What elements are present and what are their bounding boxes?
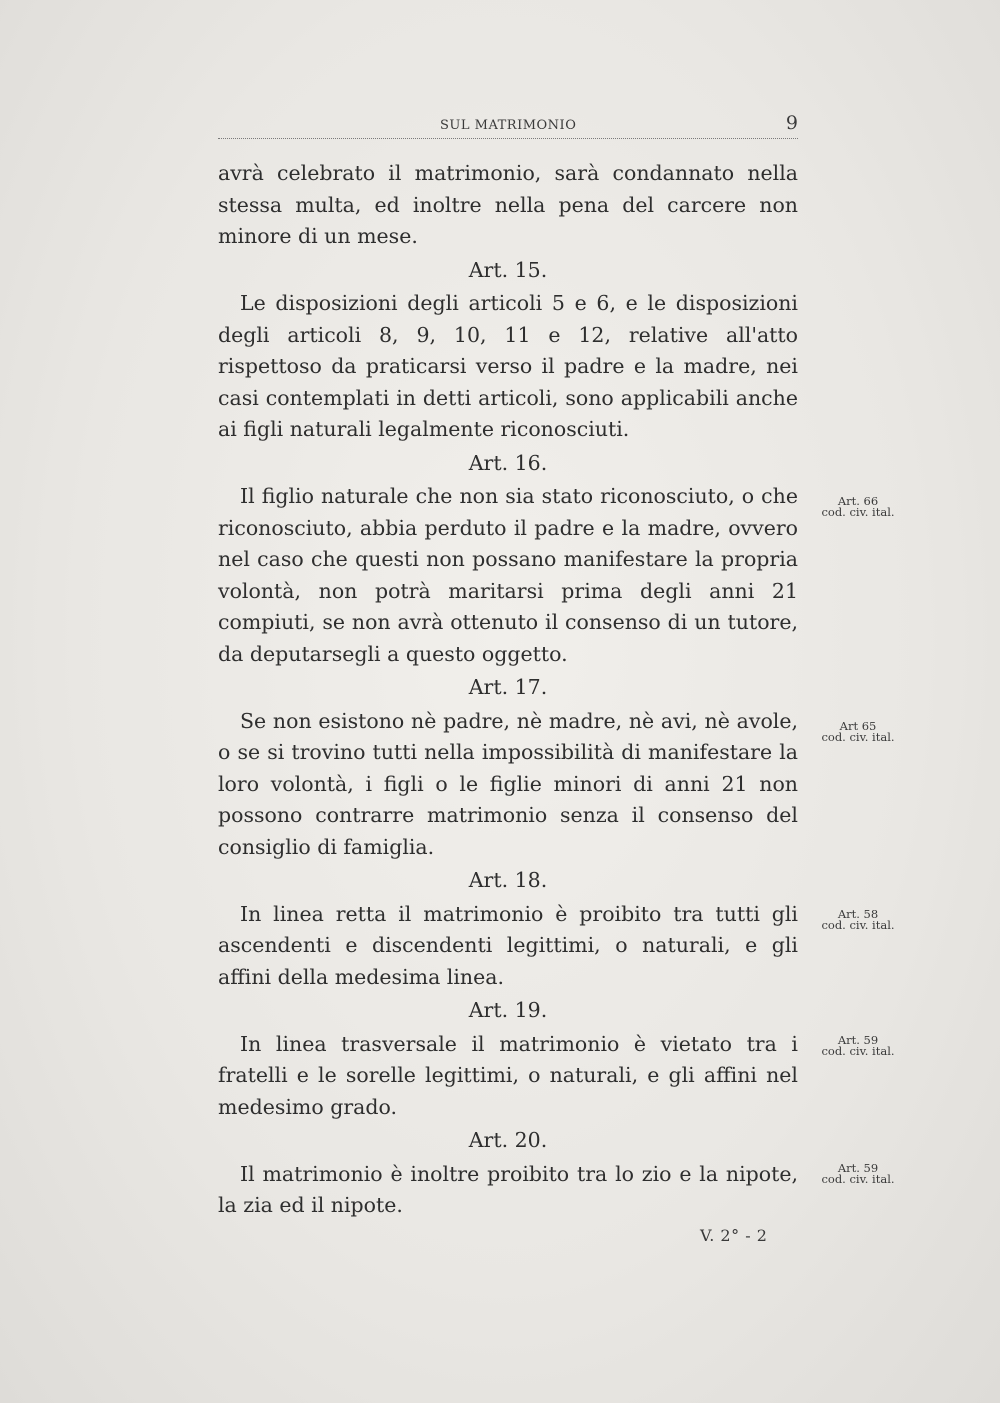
running-head: SUL MATRIMONIO <box>440 118 577 133</box>
article-18-text: In linea retta il matrimonio è proibito tra tutti gli ascendenti e discendenti legittimi, o naturali, e gli affini della medesima linea. <box>218 901 798 989</box>
margin-note-art-17 <box>808 721 908 743</box>
article-20-text: Il matrimonio è inoltre proibito tra lo zio e la nipote, la zia ed il nipote. <box>218 1161 798 1217</box>
margin-note-reference: Art 65 <box>839 719 877 733</box>
margin-note-reference: Art. 58 <box>837 907 879 921</box>
margin-note-art-20 <box>808 1163 908 1185</box>
margin-note-code: cod. civ. ital. <box>821 918 895 932</box>
article-17-heading: Art. 17. <box>468 675 548 699</box>
article-19-text: In linea trasversale il matrimonio è vietato tra i fratelli e le sorelle legittimi, o naturali, e gli affini nel medesimo grado. <box>218 1031 798 1119</box>
signature-mark: V. 2° - 2 <box>700 1226 768 1245</box>
margin-note-art-18 <box>808 909 908 931</box>
page-number: 9 <box>785 112 798 134</box>
margin-note-code: cod. civ. ital. <box>821 1044 895 1058</box>
margin-note-code: cod. civ. ital. <box>821 1172 895 1186</box>
margin-note-reference: Art. 59 <box>837 1033 879 1047</box>
margin-note-art-19 <box>808 1035 908 1057</box>
body-text <box>218 158 798 1222</box>
article-15-heading: Art. 15. <box>468 257 548 282</box>
article-15-text: Le disposizioni degli articoli 5 e 6, e le disposizioni degli articoli 8, 9, 10, 11 e 12, relative all'atto rispettoso da praticarsi verso il padre e la madre, nei casi contemplati in detti articoli, sono applicabili anche ai figli naturali legalmente riconosciuti. <box>218 291 798 441</box>
margin-note-code: cod. civ. ital. <box>821 505 895 519</box>
margin-note-art-16 <box>808 496 908 518</box>
article-16-text: Il figlio naturale che non sia stato riconosciuto, o che riconosciuto, abbia perduto il padre e la madre, ovvero nel caso che questi non possano manifestare la propria volontà, non potrà maritarsi prima degli anni 21 compiuti, se non avrà ottenuto il consenso di un tutore, da deputarsegli a questo oggetto. <box>218 484 798 666</box>
margin-note-code: cod. civ. ital. <box>821 730 895 744</box>
continuation-paragraph: avrà celebrato il matrimonio, sarà condannato nella stessa multa, ed inoltre nella pena del carcere non minore di un mese. <box>218 161 798 248</box>
article-20-heading: Art. 20. <box>468 1128 548 1152</box>
margin-note-reference: Art. 59 <box>837 1161 879 1175</box>
page-header <box>218 112 798 139</box>
article-18-heading: Art. 18. <box>468 868 548 892</box>
margin-note-reference: Art. 66 <box>837 494 879 508</box>
article-17-text: Se non esistono nè padre, nè madre, nè avi, nè avole, o se si trovino tutti nella impossibilità di manifestare la loro volontà, i figli o le figlie minori di anni 21 non possono contrarre matrimonio senza il consenso del consiglio di famiglia. <box>218 708 798 859</box>
article-16-heading: Art. 16. <box>468 450 548 475</box>
article-19-heading: Art. 19. <box>468 998 548 1022</box>
